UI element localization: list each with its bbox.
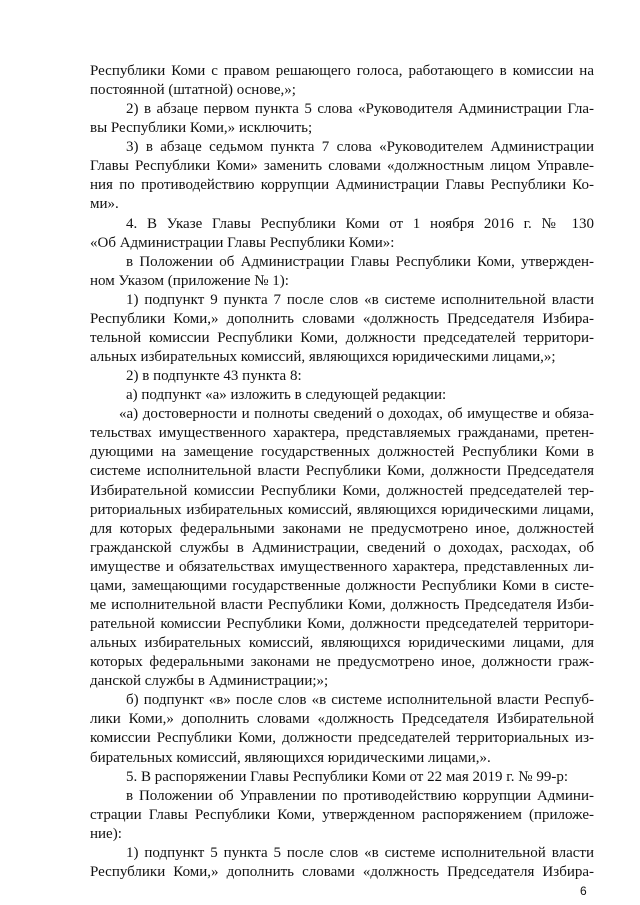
text-line: ме исполнительной власти Республики Коми, должность Председателя Изби- xyxy=(90,596,594,613)
text-line: 1) подпункт 9 пункта 7 после слов «в системе исполнительной власти xyxy=(126,291,594,308)
text-line: ми». xyxy=(90,196,119,213)
text-line: ном Указом (приложение № 1): xyxy=(90,272,289,289)
text-line: 5. В распоряжении Главы Республики Коми от 22 мая 2019 г. № 99-р: xyxy=(126,768,568,785)
text-line: постоянной (штатной) основе,»; xyxy=(90,82,296,99)
text-line: а) подпункт «а» изложить в следующей редакции: xyxy=(126,387,447,404)
text-line: Главы Республики Коми» заменить словами «должностным лицом Управле- xyxy=(90,158,594,175)
text-line: Республики Коми с правом решающего голоса, работающего в комиссии на xyxy=(90,63,594,79)
text-line: данской службы в Администрации;»; xyxy=(90,673,329,690)
text-line: 2) в абзаце первом пункта 5 слова «Руководителя Администрации Гла- xyxy=(126,101,594,118)
text-line: которых федеральными законами не предусмотрено иное, должности граж- xyxy=(90,654,594,671)
text-line: Республики Коми,» дополнить словами «должность Председателя Избира- xyxy=(90,863,594,880)
text-line: риториальных избирательных комиссий, являющихся юридическими лицами, xyxy=(90,501,594,518)
text-line: имуществе и обязательствах имущественного характера, представленных ли- xyxy=(90,558,594,575)
text-line: 3) в абзаце седьмом пункта 7 слова «Руководителем Администрации xyxy=(126,139,594,156)
page-number: 6 xyxy=(580,884,587,898)
text-line: 4. В Указе Главы Республики Коми от 1 ноября 2016 г. № 130 xyxy=(126,215,594,232)
text-line: тельствах имущественного характера, представляемых гражданами, претен- xyxy=(90,425,594,442)
text-line: 1) подпункт 5 пункта 5 после слов «в системе исполнительной власти xyxy=(126,844,594,861)
text-line: страции Главы Республики Коми, утвержденном распоряжением (приложе- xyxy=(90,806,594,823)
text-line: «а) достоверности и полноты сведений о доходах, об имуществе и обяза- xyxy=(119,406,594,423)
text-line: системе исполнительной власти Республики Коми, должности Председателя xyxy=(90,463,594,480)
text-line: комиссии Республики Коми, должности председателей территориальных из- xyxy=(90,730,594,747)
text-line: 2) в подпункте 43 пункта 8: xyxy=(126,368,302,385)
text-line: в Положении об Администрации Главы Республики Коми, утвержден- xyxy=(126,253,594,270)
text-line: дующими на замещение государственных должностей Республики Коми в xyxy=(90,444,594,461)
text-line: в Положении об Управлении по противодействию коррупции Админи- xyxy=(126,787,594,804)
text-line: тельной комиссии Республики Коми, должности председателей территори- xyxy=(90,329,594,346)
text-line: гражданской службы в Администрации, сведений о доходах, расходах, об xyxy=(90,539,594,556)
text-line: для которых федеральными законами не предусмотрено иное, должностей xyxy=(90,520,594,537)
text-line: альных избирательных комиссий, являющихся юридическими лицами, для xyxy=(90,635,594,652)
text-line: вы Республики Коми,» исключить; xyxy=(90,120,313,137)
text-line: ние): xyxy=(90,825,122,842)
text-line: б) подпункт «в» после слов «в системе исполнительной власти Респуб- xyxy=(126,692,594,709)
text-line: цами, замещающими государственные должности Республики Коми в систе- xyxy=(90,577,594,594)
text-line: «Об Администрации Главы Республики Коми»: xyxy=(90,234,395,251)
text-line: Республики Коми,» дополнить словами «должность Председателя Избира- xyxy=(90,310,594,327)
text-line: рательной комиссии Республики Коми, должности председателей территори- xyxy=(90,616,594,633)
text-line: Избирательной комиссии Республики Коми, должностей председателей тер- xyxy=(90,482,594,499)
text-line: бирательных комиссий, являющихся юридическими лицами,». xyxy=(90,749,491,766)
text-line: ния по противодействию коррупции Администрации Главы Республики Ко- xyxy=(90,177,594,194)
text-line: лики Коми,» дополнить словами «должность Председателя Избирательной xyxy=(90,711,594,728)
text-line: альных избирательных комиссий, являющихся юридическими лицами,»; xyxy=(90,349,556,366)
